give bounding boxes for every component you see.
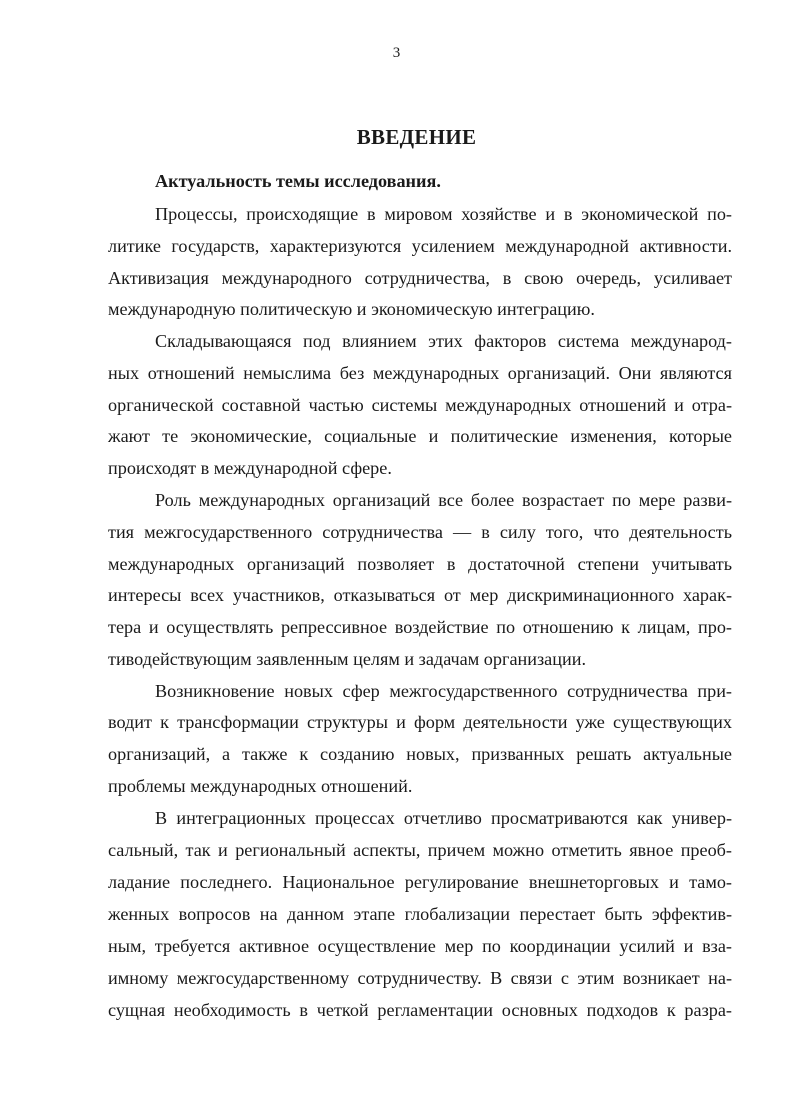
text-line: происходят в международной сфере. (108, 458, 392, 478)
section-subheading: Актуальность темы исследования. (155, 171, 441, 191)
text-line: тиводействующим заявленным целям и задачам организации. (108, 649, 586, 669)
text-line: Роль международных организаций все более возрастает по мере разви- (155, 490, 732, 510)
text-line: В интеграционных процессах отчетливо просматриваются как универ- (155, 808, 732, 828)
page-number: 3 (392, 45, 401, 61)
text-line: жают те экономические, социальные и политические изменения, которые (108, 426, 732, 446)
text-line: Активизация международного сотрудничества, в свою очередь, усиливает (108, 268, 732, 288)
text-line: Возникновение новых сфер межгосударственного сотрудничества при- (155, 681, 732, 701)
text-line: международных организаций позволяет в достаточной степени учитывать (108, 554, 732, 574)
text-line: женных вопросов на данном этапе глобализации перестает быть эффектив- (108, 904, 732, 924)
text-line: организаций, а также к созданию новых, призванных решать актуальные (108, 744, 732, 764)
text-line: имному межгосударственному сотрудничеству. В связи с этим возникает на- (108, 968, 732, 988)
text-line: органической составной частью системы международных отношений и отра- (108, 395, 732, 415)
text-line: тия межгосударственного сотрудничества — в силу того, что деятельность (108, 522, 732, 542)
text-line: сущная необходимость в четкой регламентации основных подходов к разра- (108, 1000, 732, 1020)
text-line: сальный, так и региональный аспекты, причем можно отметить явное преоб- (108, 840, 732, 860)
text-line: интересы всех участников, отказываться от мер дискриминационного харак- (108, 585, 732, 605)
text-line: ладание последнего. Национальное регулирование внешнеторговых и тамо- (108, 872, 732, 892)
text-line: литике государств, характеризуются усилением международной активности. (108, 236, 732, 256)
text-line: международную политическую и экономическую интеграцию. (108, 299, 595, 319)
text-line: водит к трансформации структуры и форм деятельности уже существующих (108, 712, 732, 732)
text-line: Процессы, происходящие в мировом хозяйстве и в экономической по- (155, 204, 732, 224)
text-line: тера и осуществлять репрессивное воздействие по отношению к лицам, про- (108, 617, 732, 637)
page-title: ВВЕДЕНИЕ (356, 125, 477, 149)
text-line: ных отношений немыслима без международных организаций. Они являются (108, 363, 732, 383)
text-line: проблемы международных отношений. (108, 776, 413, 796)
text-line: ным, требуется активное осуществление мер по координации усилий и вза- (108, 936, 732, 956)
text-line: Складывающаяся под влиянием этих факторов система международ- (155, 331, 732, 351)
